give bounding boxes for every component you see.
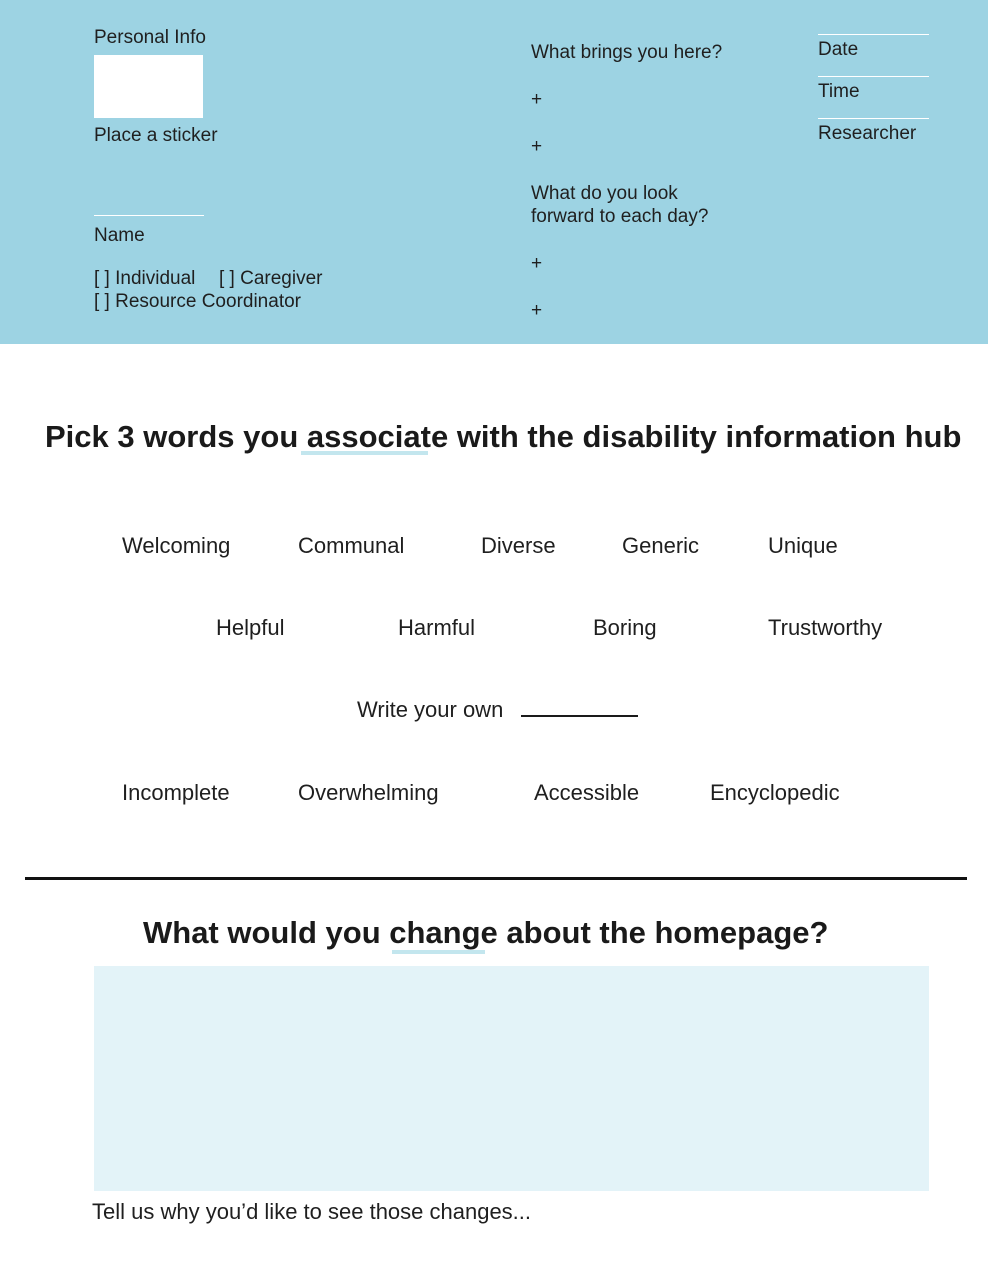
word-option[interactable]: Boring: [593, 615, 657, 640]
time-line[interactable]: [818, 76, 929, 77]
name-label: Name: [94, 225, 145, 246]
word-option[interactable]: Helpful: [216, 615, 285, 640]
plus-marker: +: [531, 300, 543, 321]
sticker-label: Place a sticker: [94, 125, 218, 146]
word-option[interactable]: Overwhelming: [298, 780, 439, 805]
words-section-title: Pick 3 words you associate with the disability information hub: [45, 419, 962, 454]
time-label: Time: [818, 81, 860, 102]
date-line[interactable]: [818, 34, 929, 35]
question-look-forward-line2: forward to each day?: [531, 206, 709, 227]
personal-info-label: Personal Info: [94, 27, 206, 48]
word-option[interactable]: Unique: [768, 533, 838, 558]
date-label: Date: [818, 39, 859, 60]
word-option[interactable]: Communal: [298, 533, 405, 558]
researcher-line[interactable]: [818, 118, 929, 119]
word-option[interactable]: Welcoming: [122, 533, 231, 558]
question-what-brings-you: What brings you here?: [531, 42, 723, 63]
plus-marker: +: [531, 253, 543, 274]
word-option[interactable]: Harmful: [398, 615, 476, 640]
name-line[interactable]: [94, 215, 204, 216]
change-section-title: What would you change about the homepage?: [143, 915, 829, 950]
checkbox-individual[interactable]: [ ] Individual: [94, 268, 196, 289]
word-option[interactable]: Trustworthy: [768, 615, 883, 640]
word-option[interactable]: Diverse: [481, 533, 556, 558]
word-option[interactable]: Encyclopedic: [710, 780, 840, 805]
write-your-own-label: Write your own: [357, 697, 504, 722]
question-look-forward-line1: What do you look: [531, 183, 678, 204]
word-option[interactable]: Incomplete: [122, 780, 230, 805]
title-highlight-word: change: [389, 915, 498, 950]
checkbox-caregiver[interactable]: [ ] Caregiver: [219, 268, 323, 289]
plus-marker: +: [531, 136, 543, 157]
change-answer-box[interactable]: [94, 966, 929, 1191]
plus-marker: +: [531, 89, 543, 110]
title-highlight-word: associate: [306, 419, 449, 454]
section-divider: [25, 877, 967, 880]
write-your-own-line[interactable]: [521, 715, 638, 717]
changes-prompt: Tell us why you’d like to see those changes...: [92, 1199, 532, 1224]
sticker-box[interactable]: [94, 55, 203, 118]
checkbox-resource-coordinator[interactable]: [ ] Resource Coordinator: [94, 291, 301, 312]
researcher-label: Researcher: [818, 123, 917, 144]
word-option[interactable]: Generic: [622, 533, 700, 558]
word-option[interactable]: Accessible: [534, 780, 640, 805]
